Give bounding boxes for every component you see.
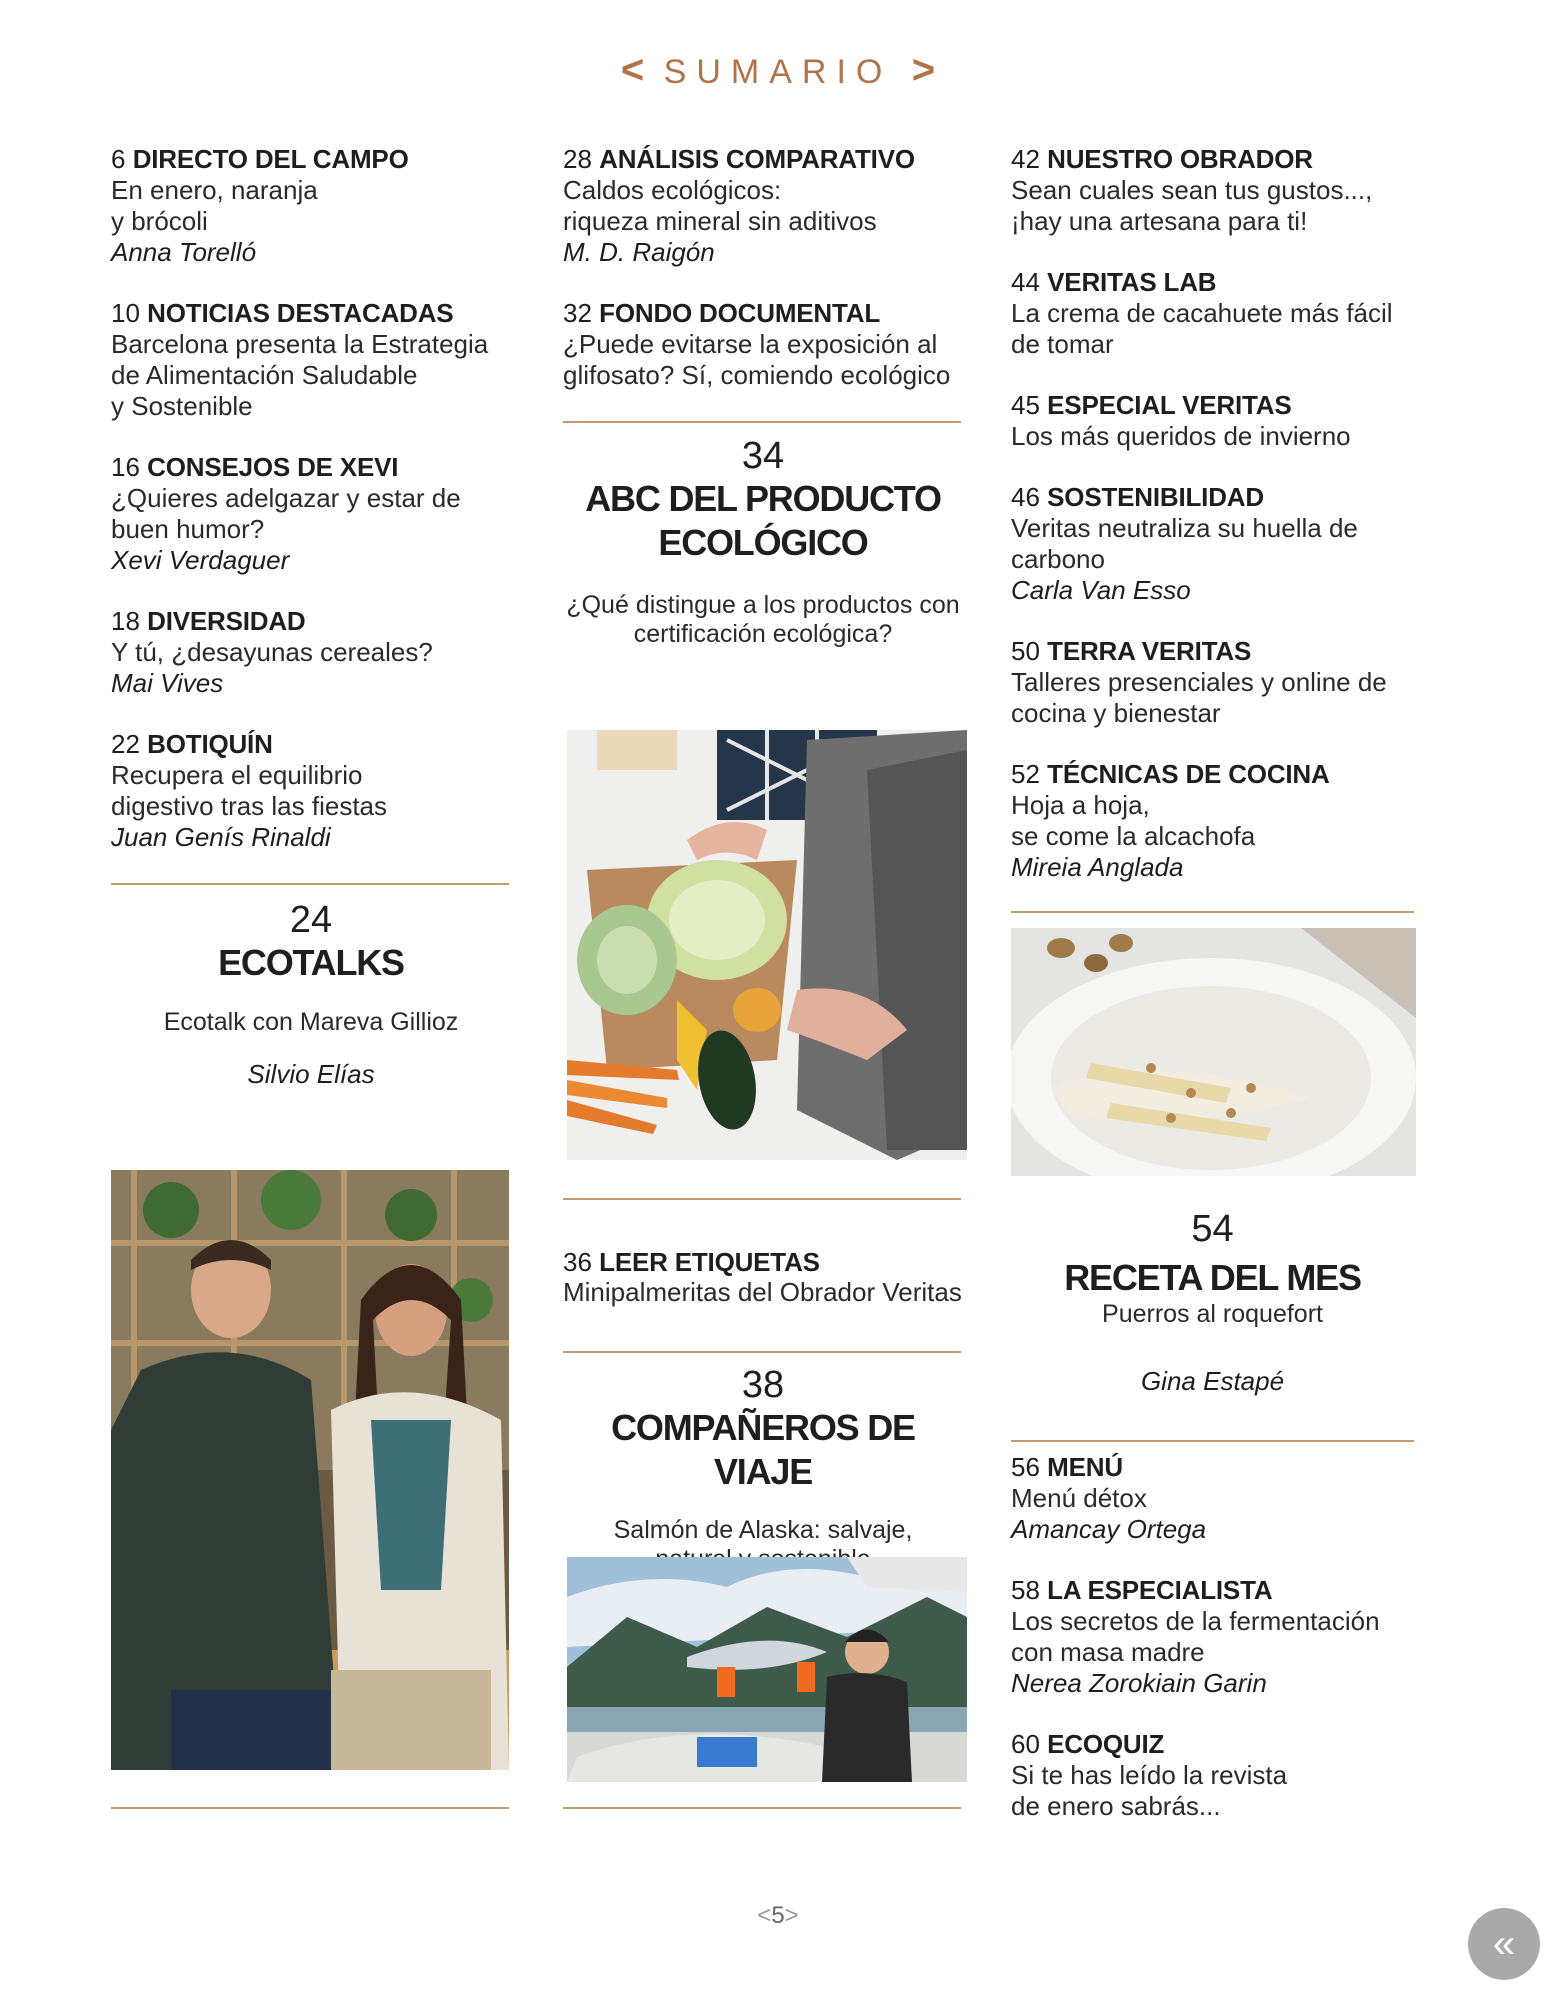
feature-title: COMPAÑEROS DE VIAJE [611,1407,915,1492]
entry-description: Talleres presenciales y online de [1011,667,1387,697]
entry-page-number: 42 [1011,144,1040,174]
page-number-footer [0,1902,1556,1930]
receta-feature[interactable] [1011,1208,1414,1397]
toc-entry[interactable] [111,298,511,422]
toc-entry-leer-etiquetas[interactable] [563,1247,963,1307]
toc-entry[interactable] [1011,482,1416,606]
entry-description: ¿Puede evitarse la exposición al [563,329,938,359]
entry-description: glifosato? Sí, comiendo ecológico [563,360,951,390]
entry-page-number: 56 [1011,1452,1040,1482]
divider [1011,1440,1414,1442]
feature-title-line2: ECOLÓGICO [658,522,868,563]
toc-entry[interactable] [1011,1452,1416,1545]
companeros-feature[interactable] [563,1364,963,1574]
entry-page-number: 52 [1011,759,1040,789]
toc-entry[interactable] [1011,759,1416,883]
toc-entry[interactable] [111,729,511,853]
divider [563,421,961,423]
toc-entry[interactable] [1011,1575,1416,1699]
entry-section: ANÁLISIS COMPARATIVO [599,144,915,174]
sumario-header [0,48,1556,93]
feature-description-line1: Salmón de Alaska: salvaje, [613,1516,913,1544]
entry-description: Veritas neutraliza su huella de [1011,513,1358,543]
toc-entry[interactable] [111,452,511,576]
toc-list-middle [563,144,963,391]
entry-description: Recupera el equilibrio [111,760,363,790]
chevron-right-icon: > [911,48,936,92]
chevron-right-icon: > [784,1902,799,1929]
entry-section: FONDO DOCUMENTAL [599,298,881,328]
column-middle [563,144,963,649]
entry-page-number: 16 [111,452,140,482]
toc-list-right [1011,144,1416,883]
entry-description: con masa madre [1011,1637,1205,1667]
entry-page-number: 44 [1011,267,1040,297]
entry-page-number: 28 [563,144,592,174]
entry-description: de tomar [1011,329,1114,359]
entry-description: Minipalmeritas del Obrador Veritas [563,1277,962,1307]
toc-entry[interactable] [1011,144,1416,237]
entry-page-number: 6 [111,144,126,174]
entry-section: ESPECIAL VERITAS [1047,390,1292,420]
entry-section: CONSEJOS DE XEVI [147,452,399,482]
toc-entry[interactable] [563,144,963,268]
entry-description: digestivo tras las fiestas [111,791,388,821]
chevron-left-icon: < [620,48,645,92]
entry-page-number: 22 [111,729,140,759]
entry-page-number: 58 [1011,1575,1040,1605]
entry-section: TERRA VERITAS [1047,636,1252,666]
entry-section: VERITAS LAB [1047,267,1217,297]
entry-page-number: 10 [111,298,140,328]
entry-description: Hoja a hoja, [1011,790,1150,820]
entry-description: En enero, naranja [111,175,318,205]
entry-section: NOTICIAS DESTACADAS [147,298,454,328]
entry-description: ¿Quieres adelgazar y estar de [111,483,461,513]
toc-list-left [111,144,511,853]
feature-title: ECOTALKS [218,942,404,983]
entry-author: Juan Genís Rinaldi [111,822,331,852]
entry-page-number: 60 [1011,1729,1040,1759]
feature-page-number: 54 [1191,1208,1234,1250]
column-right [1011,144,1416,913]
page-title: SUMARIO [663,53,893,91]
entry-description: buen humor? [111,514,265,544]
feature-description: Puerros al roquefort [1102,1300,1323,1328]
feature-page-number: 34 [741,435,785,477]
entry-description: Sean cuales sean tus gustos..., [1011,175,1373,205]
feature-author: Silvio Elías [247,1059,375,1089]
recipe-photo-leeks [1011,928,1416,1176]
entry-page-number: 18 [111,606,140,636]
entry-page-number: 50 [1011,636,1040,666]
entry-section: NUESTRO OBRADOR [1047,144,1313,174]
entry-description: Menú détox [1011,1483,1147,1513]
entry-description: y brócoli [111,206,208,236]
entry-author: Mai Vives [111,668,224,698]
feature-page-number: 24 [289,899,333,941]
entry-section: DIRECTO DEL CAMPO [132,144,409,174]
feature-description-line2: certificación ecológica? [633,620,893,648]
entry-description: ¡hay una artesana para ti! [1011,206,1308,236]
divider [563,1198,961,1200]
entry-page-number: 36 [563,1247,592,1277]
entry-author: Nerea Zorokiain Garin [1011,1668,1267,1698]
toc-entry[interactable] [111,144,511,268]
entry-section: LA ESPECIALISTA [1047,1575,1273,1605]
salmon-photo [567,1557,967,1782]
entry-author: Carla Van Esso [1011,575,1191,605]
entry-page-number: 32 [563,298,592,328]
entry-page-number: 46 [1011,482,1040,512]
entry-description: se come la alcachofa [1011,821,1256,851]
feature-author: Gina Estapé [1140,1366,1285,1396]
entry-description: de enero sabrás... [1011,1791,1221,1821]
abc-photo-vegetables [567,730,967,1160]
entry-description: Y tú, ¿desayunas cereales? [111,637,433,667]
toc-entry[interactable] [1011,636,1416,729]
entry-description: La crema de cacahuete más fácil [1011,298,1393,328]
entry-section: SOSTENIBILIDAD [1047,482,1264,512]
toc-list-right-bottom [1011,1452,1416,1852]
entry-author: Mireia Anglada [1011,852,1184,882]
entry-author: M. D. Raigón [563,237,715,267]
entry-section: ECOQUIZ [1047,1729,1165,1759]
entry-description: Barcelona presenta la Estrategia [111,329,489,359]
entry-author: Xevi Verdaguer [111,545,290,575]
entry-page-number: 45 [1011,390,1040,420]
feature-description: Ecotalk con Mareva Gillioz [163,1008,459,1036]
page-number: 5 [771,1902,785,1929]
toc-entry[interactable] [563,298,963,391]
entry-description: Los más queridos de invierno [1011,421,1351,451]
toc-entry[interactable] [1011,390,1416,452]
entry-section: BOTIQUÍN [147,729,273,759]
entry-description: carbono [1011,544,1105,574]
entry-description: y Sostenible [111,391,253,421]
entry-description: riqueza mineral sin aditivos [563,206,877,236]
toc-entry[interactable] [1011,267,1416,360]
double-chevron-left-icon[interactable]: « [1468,1908,1540,1980]
ecotalks-feature[interactable] [111,899,511,1090]
divider [111,883,509,885]
feature-description-line1: ¿Qué distingue a los productos con [566,591,960,619]
entry-section: LEER ETIQUETAS [599,1247,820,1277]
toc-entry[interactable] [1011,1729,1416,1822]
entry-author: Anna Torelló [111,237,257,267]
entry-section: DIVERSIDAD [147,606,306,636]
toc-entry[interactable] [111,606,511,699]
entry-description: Caldos ecológicos: [563,175,782,205]
entry-section: MENÚ [1047,1452,1123,1482]
entry-description: de Alimentación Saludable [111,360,418,390]
divider [563,1351,961,1353]
column-left [111,144,511,1090]
entry-author: Amancay Ortega [1011,1514,1207,1544]
divider [111,1807,509,1809]
abc-feature[interactable] [563,435,963,649]
feature-title-line1: ABC DEL PRODUCTO [585,478,941,519]
ecotalks-photo [111,1170,509,1770]
chevron-left-icon: < [757,1902,772,1929]
entry-section: TÉCNICAS DE COCINA [1047,759,1330,789]
feature-page-number: 38 [741,1364,785,1406]
feature-title: RECETA DEL MES [1064,1257,1361,1298]
entry-description: Si te has leído la revista [1011,1760,1288,1790]
entry-description: Los secretos de la fermentación [1011,1606,1380,1636]
entry-description: cocina y bienestar [1011,698,1221,728]
divider [1011,911,1414,913]
divider [563,1807,961,1809]
